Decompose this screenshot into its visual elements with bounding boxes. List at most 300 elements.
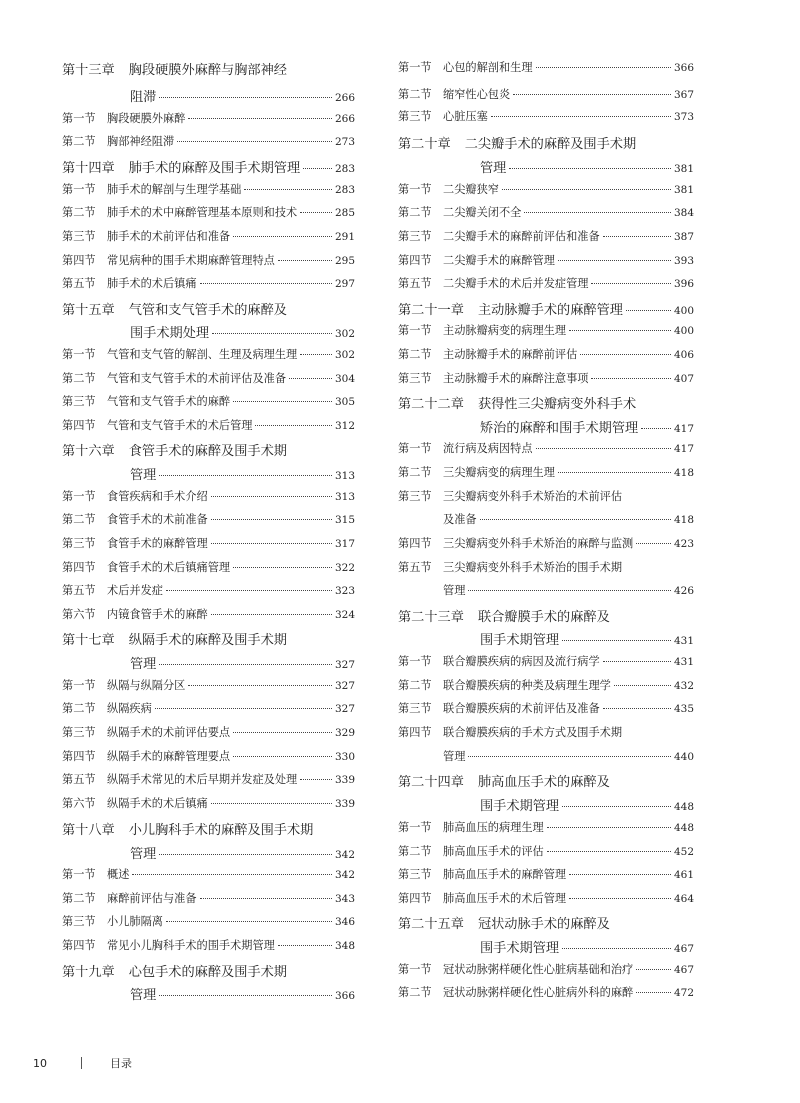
section-title: 肺高血压的病理生理 (443, 821, 544, 834)
section-number: 第三节 (62, 537, 96, 550)
page-ref: 329 (334, 727, 355, 739)
page-ref: 381 (673, 163, 694, 175)
section-title: 肺高血压手术的麻醉管理 (443, 868, 567, 881)
footer-divider (81, 1057, 82, 1069)
toc-entry (398, 535, 694, 551)
footer-label: 目录 (110, 1057, 132, 1070)
toc-entry (398, 181, 694, 197)
section-title: 三尖瓣病变外科手术矫治的麻醉与监测 (443, 537, 634, 550)
chapter-title: 肺手术的麻醉及围手术期管理 (128, 161, 301, 176)
section-number: 第四节 (62, 254, 96, 267)
section-title: 食管疾病和手术介绍 (107, 490, 208, 503)
page-ref: 448 (673, 801, 694, 813)
page-ref: 315 (334, 514, 355, 526)
page-ref: 327 (334, 703, 355, 715)
section-number: 第三节 (62, 726, 96, 739)
section-number: 第一节 (62, 490, 96, 503)
page-ref: 342 (334, 849, 355, 861)
section-title: 主动脉瓣手术的麻醉注意事项 (443, 372, 589, 385)
leader-dots (211, 614, 332, 615)
leader-dots (562, 948, 671, 949)
leader-dots (502, 189, 671, 190)
section-number: 第一节 (398, 821, 432, 834)
section-number: 第一节 (398, 963, 432, 976)
page-ref: 423 (673, 538, 694, 550)
section-title: 麻醉前评估与准备 (107, 892, 197, 905)
leader-dots (233, 401, 332, 402)
section-title: 纵隔手术常见的术后早期并发症及处理 (107, 773, 298, 786)
section-title: 常见病种的围手术期麻醉管理特点 (107, 254, 275, 267)
toc-entry (398, 440, 694, 456)
leader-dots (233, 756, 332, 757)
chapter-number: 第二十二章 (398, 397, 464, 412)
section-title: 主动脉瓣病变的病理生理 (443, 324, 567, 337)
leader-dots (547, 851, 671, 852)
toc-entry (62, 322, 355, 341)
page-ref: 322 (334, 562, 355, 574)
toc-entry (62, 890, 355, 906)
section-number: 第一节 (62, 112, 96, 125)
section-title: 纵隔疾病 (107, 702, 152, 715)
leader-dots (569, 898, 671, 899)
toc-entry (62, 559, 355, 575)
section-number: 第五节 (62, 277, 96, 290)
section-number: 第三节 (62, 915, 96, 928)
toc-entry (398, 748, 694, 764)
chapter-title: 食管手术的麻醉及围手术期 (128, 444, 287, 459)
leader-dots (547, 827, 671, 828)
section-number: 第一节 (398, 324, 432, 337)
section-number: 第二节 (398, 348, 432, 361)
toc-entry (62, 417, 355, 433)
section-number: 第二节 (62, 702, 96, 715)
leader-dots (278, 260, 332, 261)
section-title: 二尖瓣手术的术后并发症管理 (443, 277, 589, 290)
toc-entry (62, 228, 355, 244)
section-title: 气管和支气管手术的麻醉 (107, 395, 231, 408)
chapter-title: 管理 (480, 161, 507, 176)
page-ref: 366 (334, 990, 355, 1002)
toc-entry (62, 157, 355, 176)
section-title: 流行病及病因特点 (443, 442, 533, 455)
toc-entry (62, 606, 355, 622)
section-number: 第一节 (398, 61, 432, 74)
chapter-title: 围手术期管理 (480, 941, 560, 956)
page-ref: 366 (673, 62, 694, 74)
section-title: 联合瓣膜疾病的手术方式及围手术期 (443, 726, 623, 739)
section-number: 第三节 (398, 490, 432, 503)
toc-entry (62, 866, 355, 882)
toc-entry (398, 417, 694, 436)
toc-entry (398, 724, 694, 740)
section-number: 第四节 (62, 419, 96, 432)
section-number: 第三节 (398, 230, 432, 243)
page-footer (33, 1055, 132, 1071)
section-number: 第四节 (398, 726, 432, 739)
toc-entry (62, 488, 355, 504)
toc-entry (62, 795, 355, 811)
toc-entry (398, 228, 694, 244)
section-title: 小儿肺隔离 (107, 915, 163, 928)
toc-entry (62, 252, 355, 268)
page-ref: 432 (673, 680, 694, 692)
page-ref: 312 (334, 420, 355, 432)
page-ref: 283 (334, 163, 355, 175)
page-ref: 373 (673, 111, 694, 123)
section-title: 二尖瓣手术的麻醉前评估和准备 (443, 230, 600, 243)
page-ref: 305 (334, 396, 355, 408)
section-number: 第二节 (62, 513, 96, 526)
page-ref: 417 (673, 443, 694, 455)
toc-entry (62, 393, 355, 409)
chapter-title: 小儿胸科手术的麻醉及围手术期 (128, 823, 314, 838)
section-number: 第六节 (62, 797, 96, 810)
toc-entry (398, 913, 694, 932)
page-ref: 417 (673, 423, 694, 435)
leader-dots (177, 141, 332, 142)
toc-entry (398, 890, 694, 906)
leader-dots (300, 354, 332, 355)
leader-dots (491, 116, 671, 117)
page-ref: 266 (334, 92, 355, 104)
leader-dots (159, 854, 332, 855)
section-title: 气管和支气管的解剖、生理及病理生理 (107, 348, 298, 361)
leader-dots (480, 519, 671, 520)
leader-dots (278, 945, 332, 946)
section-title: 三尖瓣病变外科手术矫治的围手术期 (443, 561, 623, 574)
page-ref: 431 (673, 635, 694, 647)
section-title: 肺手术的术中麻醉管理基本原则和技术 (107, 206, 298, 219)
page-ref: 472 (673, 987, 694, 999)
section-number: 第一节 (62, 868, 96, 881)
section-number: 第五节 (62, 773, 96, 786)
section-title: 肺高血压手术的术后管理 (443, 892, 567, 905)
page-ref: 435 (673, 703, 694, 715)
section-title: 三尖瓣病变外科手术矫治的术前评估 (443, 490, 623, 503)
toc-entry (398, 843, 694, 859)
leader-dots (636, 969, 671, 970)
chapter-number: 第十五章 (62, 303, 115, 318)
page-ref: 324 (334, 609, 355, 621)
leader-dots (524, 212, 671, 213)
chapter-title: 管理 (130, 657, 157, 672)
page-ref: 323 (334, 585, 355, 597)
toc-entry (398, 629, 694, 648)
section-number: 第三节 (398, 372, 432, 385)
section-number: 第五节 (398, 561, 432, 574)
toc-entry (398, 984, 694, 1000)
chapter-title: 围手术期管理 (480, 799, 560, 814)
toc-entry (62, 86, 355, 105)
section-number: 第二节 (62, 372, 96, 385)
section-title: 肺手术的解剖与生理学基础 (107, 183, 242, 196)
section-title: 缩窄性心包炎 (443, 88, 511, 101)
chapter-title: 冠状动脉手术的麻醉及 (477, 917, 610, 932)
chapter-title: 管理 (130, 988, 157, 1003)
section-title: 心脏压塞 (443, 110, 488, 123)
toc-entry (398, 677, 694, 693)
toc-entry (62, 299, 355, 318)
toc-entry (62, 346, 355, 362)
section-number: 第三节 (398, 868, 432, 881)
page-ref: 406 (673, 349, 694, 361)
chapter-number: 第十九章 (62, 965, 115, 980)
page-ref: 313 (334, 470, 355, 482)
section-title: 联合瓣膜疾病的术前评估及准备 (443, 702, 600, 715)
section-number: 第二节 (62, 892, 96, 905)
toc-entry (398, 275, 694, 291)
toc-entry (62, 771, 355, 787)
leader-dots (636, 543, 671, 544)
section-number: 第二节 (62, 206, 96, 219)
page-ref: 266 (334, 113, 355, 125)
leader-dots (289, 378, 332, 379)
section-number: 第四节 (62, 561, 96, 574)
section-title: 二尖瓣手术的麻醉管理 (443, 254, 555, 267)
chapter-number: 第十六章 (62, 444, 115, 459)
toc-entry (62, 677, 355, 693)
leader-dots (211, 496, 332, 497)
page-ref: 396 (673, 278, 694, 290)
leader-dots (159, 995, 332, 996)
leader-dots (468, 590, 671, 591)
chapter-title: 阻滞 (130, 90, 157, 105)
leader-dots (300, 779, 332, 780)
leader-dots (603, 236, 671, 237)
section-title: 冠状动脉粥样硬化性心脏病基础和治疗 (443, 963, 634, 976)
toc-entry (62, 984, 355, 1003)
leader-dots (233, 732, 332, 733)
chapter-title: 管理 (130, 847, 157, 862)
leader-dots (603, 708, 671, 709)
chapter-number: 第二十一章 (398, 303, 464, 318)
chapter-title: 围手术期处理 (130, 326, 210, 341)
page-ref: 330 (334, 751, 355, 763)
section-number: 第四节 (62, 750, 96, 763)
toc-entry (398, 819, 694, 835)
leader-dots (562, 806, 671, 807)
leader-dots (580, 354, 671, 355)
toc-entry (398, 559, 694, 575)
page-ref: 313 (334, 491, 355, 503)
page-ref: 342 (334, 869, 355, 881)
page-ref: 440 (673, 751, 694, 763)
section-number: 第四节 (398, 254, 432, 267)
leader-dots (211, 803, 332, 804)
leader-dots (188, 118, 332, 119)
page-ref: 348 (334, 940, 355, 952)
section-number: 第一节 (398, 183, 432, 196)
leader-dots (558, 472, 671, 473)
leader-dots (166, 921, 332, 922)
section-title: 食管手术的术后镇痛管理 (107, 561, 231, 574)
toc-entry (398, 700, 694, 716)
toc-entry (62, 937, 355, 953)
section-title: 概述 (107, 868, 130, 881)
leader-dots (155, 708, 332, 709)
toc-entry (62, 464, 355, 483)
toc-entry (398, 133, 694, 152)
toc-entry (62, 370, 355, 386)
section-title: 术后并发症 (107, 584, 163, 597)
section-number: 第二节 (398, 466, 432, 479)
section-number: 第三节 (398, 702, 432, 715)
toc-entry (398, 346, 694, 362)
toc-entry (398, 204, 694, 220)
page-ref: 339 (334, 798, 355, 810)
section-title: 联合瓣膜疾病的种类及病理生理学 (443, 679, 611, 692)
leader-dots (244, 189, 332, 190)
chapter-title: 二尖瓣手术的麻醉及围手术期 (464, 137, 637, 152)
toc-entry (398, 370, 694, 386)
toc-entry (398, 795, 694, 814)
toc-entry (62, 724, 355, 740)
toc-entry (62, 181, 355, 197)
section-title: 内镜食管手术的麻醉 (107, 608, 208, 621)
leader-dots (569, 330, 671, 331)
toc-entry (398, 653, 694, 669)
chapter-title: 管理 (130, 468, 157, 483)
section-title: 胸部神经阻滞 (107, 135, 175, 148)
page-ref: 273 (334, 136, 355, 148)
section-number: 第三节 (398, 110, 432, 123)
leader-dots (591, 378, 671, 379)
leader-dots (212, 333, 332, 334)
page-ref: 418 (673, 467, 694, 479)
page-ref: 393 (673, 255, 694, 267)
chapter-title: 围手术期管理 (480, 633, 560, 648)
chapter-number: 第二十五章 (398, 917, 464, 932)
toc-entry (62, 535, 355, 551)
leader-dots (255, 425, 332, 426)
leader-dots (513, 94, 671, 95)
chapter-number: 第十八章 (62, 823, 115, 838)
section-title: 二尖瓣狭窄 (443, 183, 499, 196)
toc-entry (398, 606, 694, 625)
toc-entry (398, 937, 694, 956)
page-ref: 418 (673, 514, 694, 526)
toc-entry (62, 110, 355, 126)
section-number: 第五节 (62, 584, 96, 597)
section-title: 三尖瓣病变的病理生理 (443, 466, 555, 479)
page-ref: 464 (673, 893, 694, 905)
section-title: 胸段硬膜外麻醉 (107, 112, 186, 125)
toc-entry (62, 819, 355, 838)
toc-entry (62, 913, 355, 929)
toc-entry (398, 866, 694, 882)
section-title: 主动脉瓣手术的麻醉前评估 (443, 348, 578, 361)
page-number: 10 (33, 1056, 47, 1070)
chapter-title: 矫治的麻醉和围手术期管理 (480, 421, 639, 436)
section-title: 气管和支气管手术的术后管理 (107, 419, 253, 432)
toc-entry (62, 59, 355, 78)
section-title: 肺手术的术后镇痛 (107, 277, 197, 290)
section-number: 第二节 (398, 206, 432, 219)
page-ref: 302 (334, 328, 355, 340)
section-number: 第一节 (398, 442, 432, 455)
page-ref: 431 (673, 656, 694, 668)
toc-entry (398, 582, 694, 598)
leader-dots (159, 664, 332, 665)
leader-dots (641, 428, 671, 429)
page-ref: 448 (673, 822, 694, 834)
chapter-number: 第十七章 (62, 633, 115, 648)
leader-dots (159, 97, 332, 98)
section-title: 及准备 (443, 513, 477, 526)
leader-dots (159, 475, 332, 476)
section-number: 第四节 (398, 537, 432, 550)
page-ref: 327 (334, 659, 355, 671)
leader-dots (591, 283, 671, 284)
section-number: 第四节 (398, 892, 432, 905)
section-number: 第一节 (62, 679, 96, 692)
leader-dots (569, 874, 671, 875)
section-title: 管理 (443, 584, 466, 597)
section-number: 第一节 (62, 183, 96, 196)
leader-dots (636, 992, 671, 993)
toc-entry (398, 108, 694, 124)
page-ref: 461 (673, 869, 694, 881)
chapter-number: 第十三章 (62, 63, 115, 78)
page-ref: 346 (334, 916, 355, 928)
leader-dots (211, 543, 332, 544)
section-number: 第二节 (398, 679, 432, 692)
leader-dots (536, 448, 671, 449)
leader-dots (233, 236, 332, 237)
leader-dots (233, 567, 332, 568)
toc-entry (398, 86, 694, 102)
leader-dots (614, 685, 671, 686)
toc-entry (62, 629, 355, 648)
page-ref: 297 (334, 278, 355, 290)
section-number: 第三节 (62, 395, 96, 408)
section-number: 第二节 (398, 88, 432, 101)
toc-entry (62, 440, 355, 459)
page-ref: 452 (673, 846, 694, 858)
toc-entry (62, 843, 355, 862)
page-ref: 302 (334, 349, 355, 361)
section-number: 第一节 (62, 348, 96, 361)
leader-dots (603, 661, 671, 662)
chapter-title: 肺高血压手术的麻醉及 (477, 775, 610, 790)
section-number: 第一节 (398, 655, 432, 668)
leader-dots (211, 519, 332, 520)
section-title: 肺手术的术前评估和准备 (107, 230, 231, 243)
section-title: 冠状动脉粥样硬化性心脏病外科的麻醉 (443, 986, 634, 999)
toc-entry (62, 961, 355, 980)
page-ref: 295 (334, 255, 355, 267)
toc-entry (398, 393, 694, 412)
section-title: 食管手术的麻醉管理 (107, 537, 208, 550)
toc-entry (398, 488, 694, 504)
toc-entry (398, 511, 694, 527)
chapter-title: 获得性三尖瓣病变外科手术 (477, 397, 637, 412)
section-number: 第三节 (62, 230, 96, 243)
leader-dots (200, 283, 332, 284)
leader-dots (300, 212, 332, 213)
toc-entry (398, 299, 694, 318)
leader-dots (509, 168, 671, 169)
page-ref: 381 (673, 184, 694, 196)
toc-entry (62, 133, 355, 149)
section-title: 纵隔手术的术后镇痛 (107, 797, 208, 810)
toc-entry (62, 700, 355, 716)
leader-dots (562, 640, 671, 641)
leader-dots (303, 168, 332, 169)
toc-entry (62, 653, 355, 672)
toc-entry (398, 59, 694, 75)
chapter-number: 第十四章 (62, 161, 115, 176)
